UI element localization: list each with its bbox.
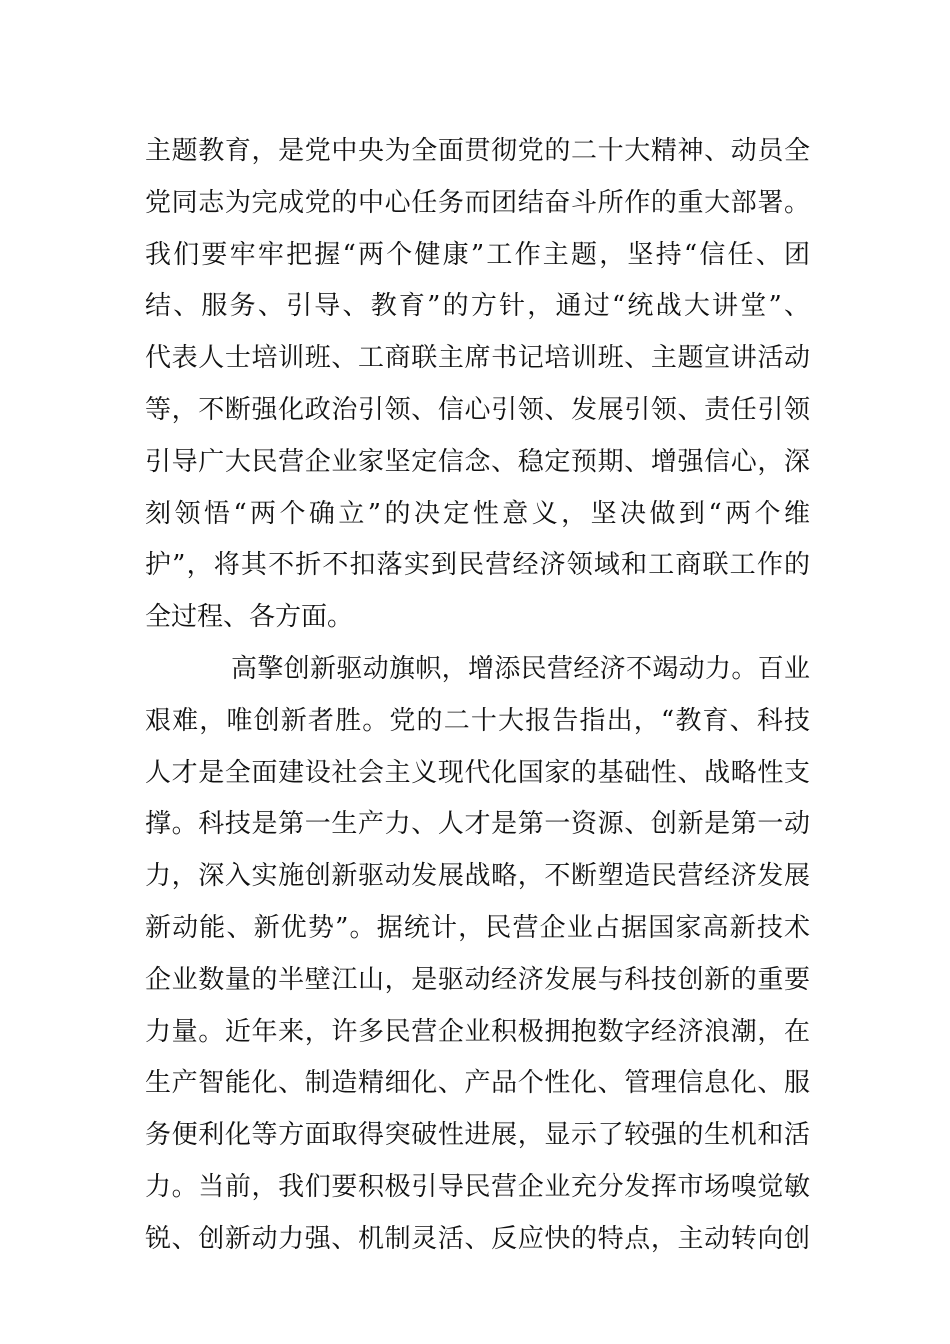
- text-line: 引导广大民营企业家坚定信念、稳定预期、增强信心，深: [145, 446, 810, 477]
- text-line: 结、服务、引导、教育”的方针，通过“统战大讲堂”、: [145, 291, 810, 322]
- paragraph-theme-education: [145, 126, 810, 644]
- text-line: 护”，将其不折不扣落实到民营经济领域和工商联工作的: [145, 550, 810, 581]
- text-line: 力量。近年来，许多民营企业积极拥抱数字经济浪潮，在: [145, 1016, 810, 1047]
- text-line: 党同志为完成党的中心任务而团结奋斗所作的重大部署。: [145, 187, 810, 218]
- text-line: 刻领悟“两个确立”的决定性意义，坚决做到“两个维: [145, 498, 810, 529]
- text-line: 人才是全面建设社会主义现代化国家的基础性、战略性支: [145, 757, 810, 788]
- text-line: 新动能、新优势”。据统计，民营企业占据国家高新技术: [145, 912, 810, 943]
- text-line: 务便利化等方面取得突破性进展，显示了较强的生机和活: [145, 1120, 810, 1151]
- text-line: 力。当前，我们要积极引导民营企业充分发挥市场嗅觉敏: [145, 1171, 810, 1202]
- paragraph-innovation-drive: [145, 644, 810, 1266]
- text-line: 生产智能化、制造精细化、产品个性化、管理信息化、服: [145, 1068, 810, 1099]
- text-line: 高擎创新驱动旗帜，增添民营经济不竭动力。百业: [231, 653, 810, 684]
- text-line: 全过程、各方面。: [145, 602, 354, 633]
- text-line: 力，深入实施创新驱动发展战略，不断塑造民营经济发展: [145, 861, 810, 892]
- text-line: 撑。科技是第一生产力、人才是第一资源、创新是第一动: [145, 809, 810, 840]
- text-line: 代表人士培训班、工商联主席书记培训班、主题宣讲活动: [145, 343, 810, 374]
- text-line: 我们要牢牢把握“两个健康”工作主题，坚持“信任、团: [145, 239, 810, 270]
- text-line: 企业数量的半壁江山，是驱动经济发展与科技创新的重要: [145, 964, 810, 995]
- text-line: 锐、创新动力强、机制灵活、反应快的特点，主动转向创: [145, 1223, 810, 1254]
- body-text: [145, 126, 810, 1266]
- text-line: 主题教育，是党中央为全面贯彻党的二十大精神、动员全: [145, 136, 810, 166]
- text-line: 艰难，唯创新者胜。党的二十大报告指出，“教育、科技: [145, 705, 810, 736]
- text-line: 等，不断强化政治引领、信心引领、发展引领、责任引领: [145, 394, 810, 425]
